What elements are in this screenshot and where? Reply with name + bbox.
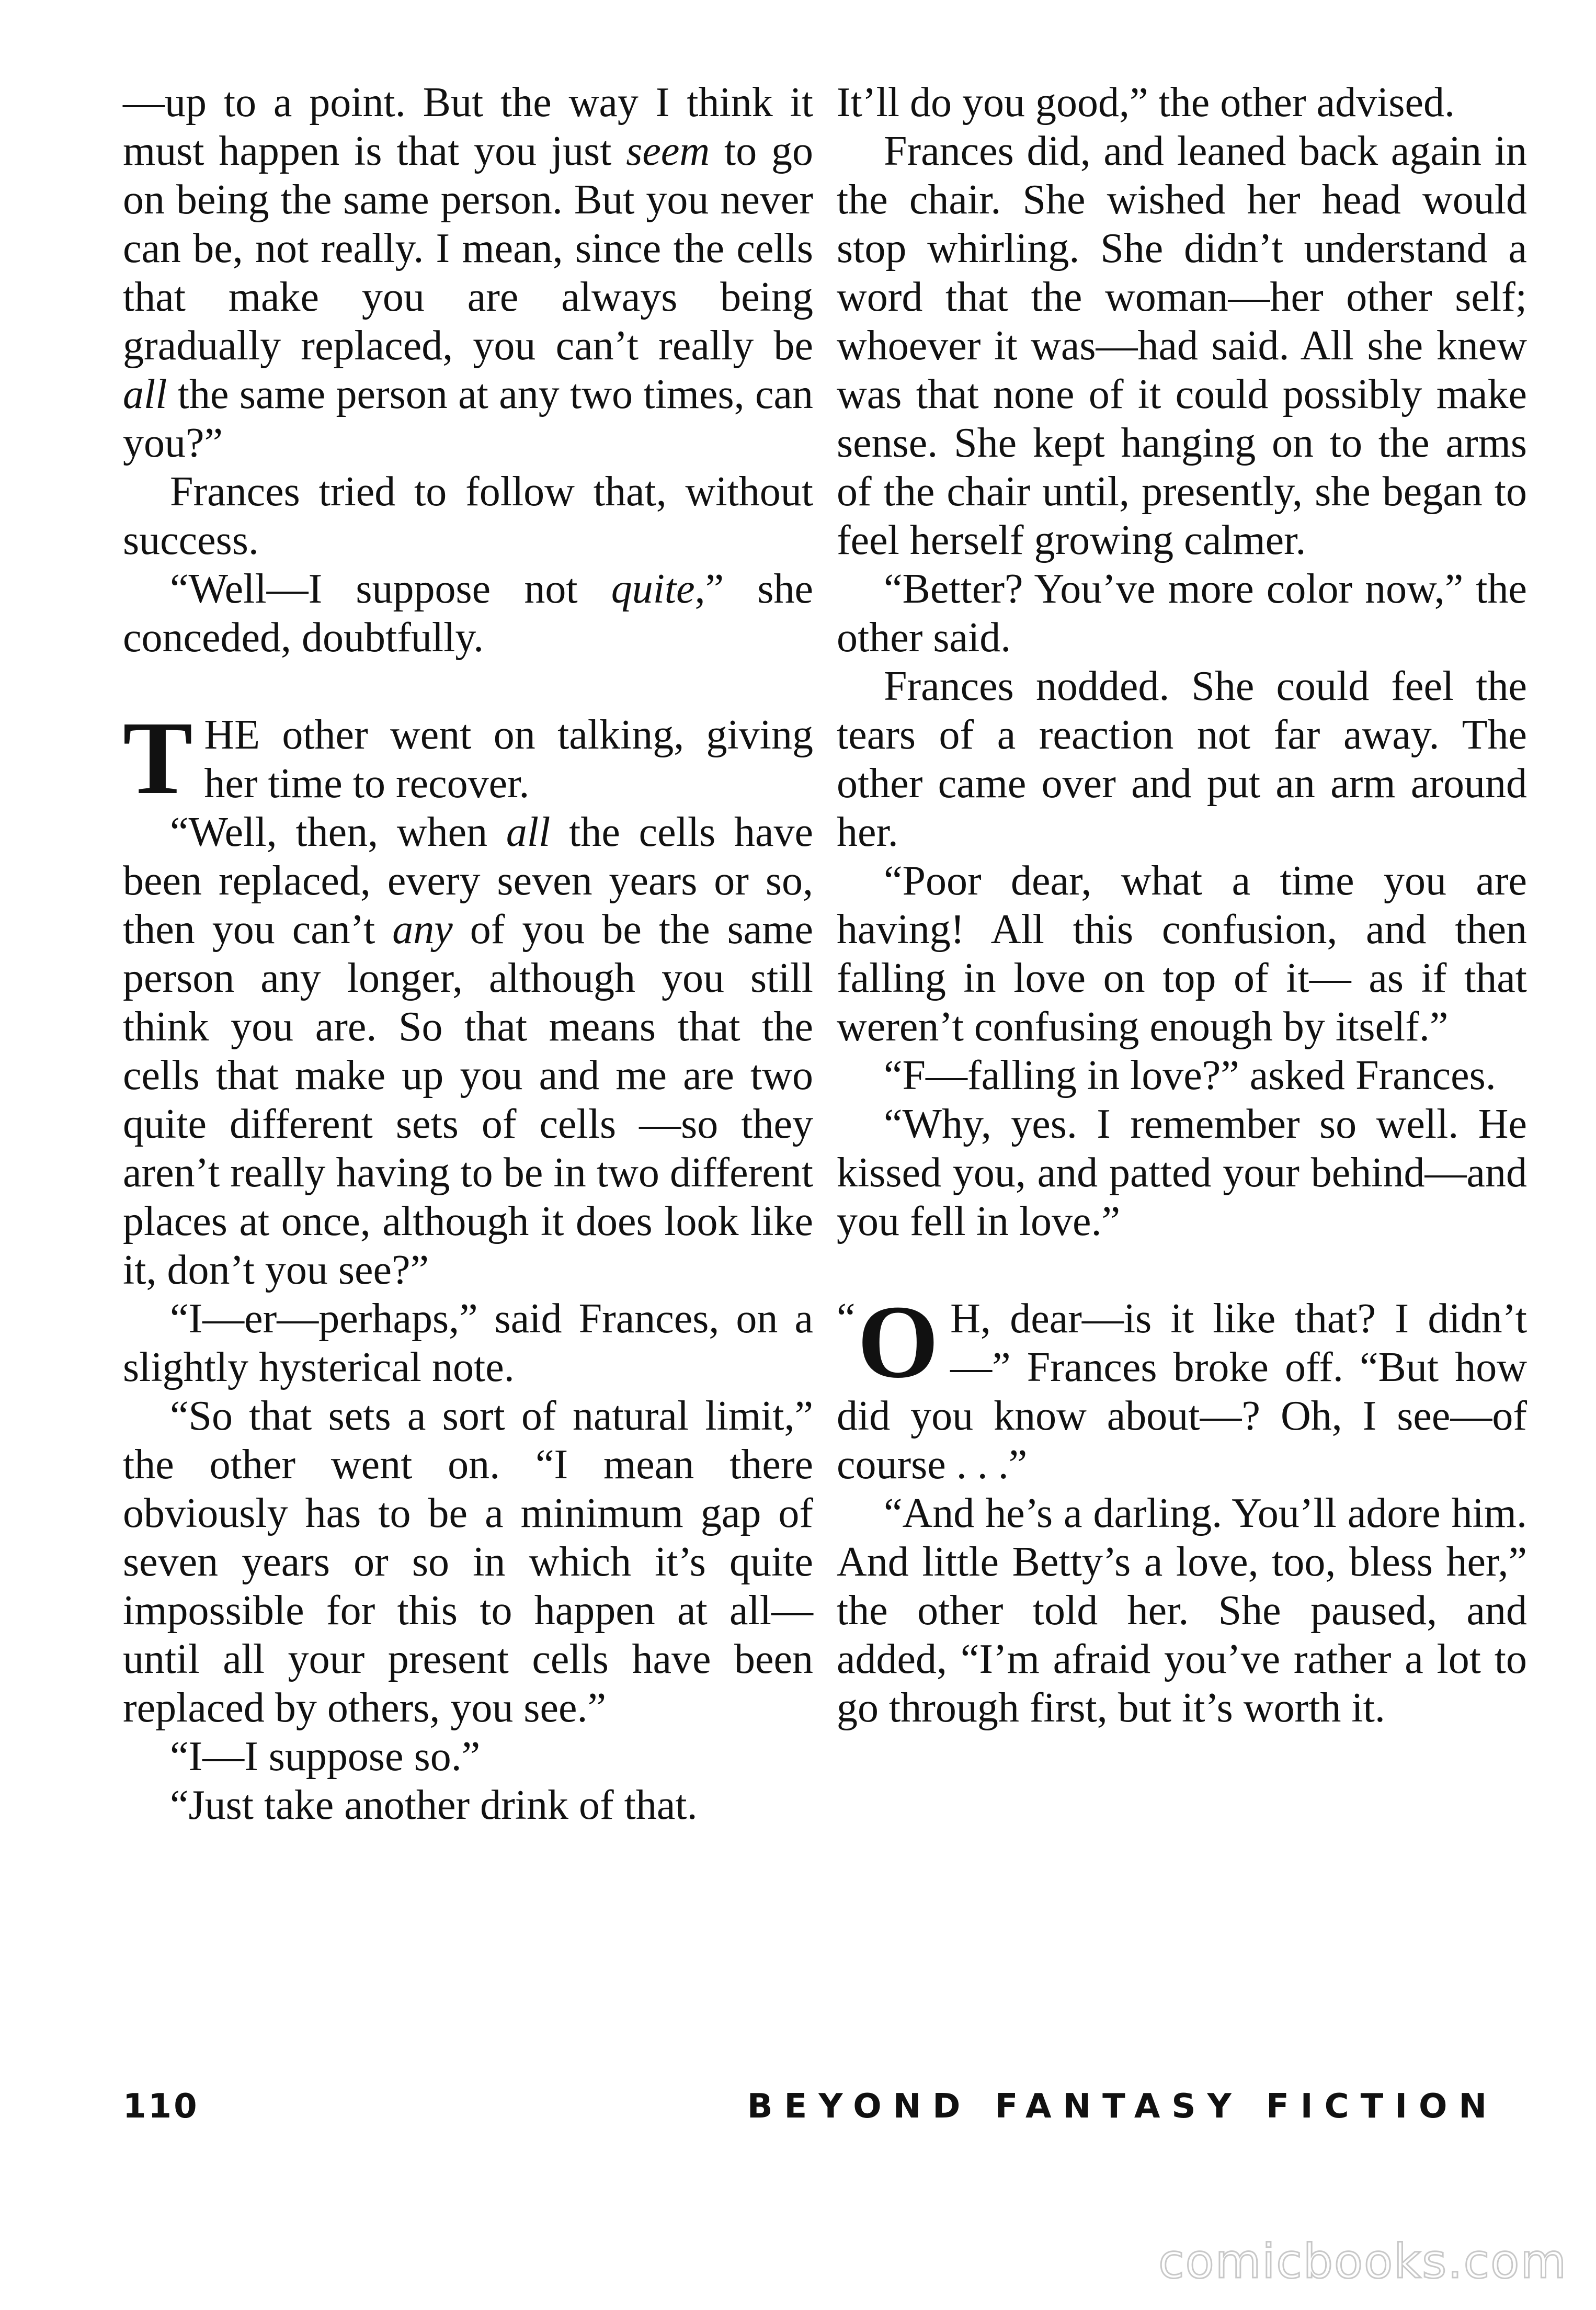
magazine-title: BEYOND FANTASY FICTION (747, 2087, 1498, 2126)
paragraph: Frances did, and leaned back again in the chair. She wished her head would stop whirling. She didn’t understand a word that the woman—her other self; whoever it was—had said. All she knew was that none of it could possibly make sense. She kept hanging on to the arms of the chair until, presently, she began to feel herself growing calmer. (837, 128, 1527, 563)
paragraph: “Well—I suppose not quite,” she conceded, doubtfully. (123, 566, 813, 661)
left-column (123, 78, 813, 1830)
paragraph: It’ll do you good,” the other advised. (837, 80, 1455, 126)
paragraph: “And he’s a darling. You’ll adore him. And little Betty’s a love, too, bless her,” the other told her. She paused, and added, “I’m afraid you’ve rather a lot to go through first, but it’s worth it. (837, 1490, 1527, 1731)
watermark: comicbooks.com (1158, 2234, 1567, 2289)
opening-quote: “ (837, 1295, 856, 1341)
page-number: 110 (123, 2087, 199, 2126)
paragraph: “I—er—perhaps,” said Frances, on a slightly hysterical note. (123, 1296, 813, 1390)
paragraph: “Better? You’ve more color now,” the other said. (837, 566, 1527, 661)
paragraph: Frances tried to follow that, without success. (123, 469, 813, 563)
right-column (837, 78, 1527, 1732)
paragraph: “So that sets a sort of natural limit,” the other went on. “I mean there obviously has to be a minimum gap of seven years or so in which it’s quite impossible for this to happen at all—until all your present cells have been replaced by others, you see.” (123, 1393, 813, 1731)
paragraph: “I—I suppose so.” (170, 1734, 481, 1780)
paragraph: “Poor dear, what a time you are having! All this confusion, and then falling in love on top of it— as if that weren’t confusing enough by itself.” (837, 858, 1527, 1050)
paragraph: Frances nodded. She could feel the tears of a reaction not far away. The other came over and put an arm around her. (837, 663, 1527, 855)
section-opening-paragraph: “ O H, dear—is it like that? I didn’t—” Frances broke off. “But how did you know about—? Oh, I see—of course . . .” (837, 1284, 1527, 1488)
paragraph: “Just take another drink of that. (170, 1782, 698, 1828)
paragraph: “F—falling in love?” asked Frances. (884, 1052, 1496, 1099)
drop-cap: O (857, 1284, 939, 1400)
section-opening-paragraph: THE other went on talking, giving her time to recover. (123, 700, 813, 816)
paragraph: —up to a point. But the way I think it must happen is that you just seem to go on being the same person. But you never can be, not really. I mean, since the cells that make you are always being gradually replaced, you can’t really be all the same person at any two times, can you?” (123, 80, 813, 466)
paragraph: “Well, then, when all the cells have been replaced, every seven years or so, then you can’t any of you be the same person any longer, although you still think you are. So that means that the cells that make up you and me are two quite different sets of cells —so they aren’t really having to be in two different places at once, although it does look like it, don’t you see?” (123, 809, 814, 1293)
paragraph: “Why, yes. I remember so well. He kissed you, and patted your behind—and you fell in love.” (837, 1101, 1527, 1244)
drop-cap: T (123, 700, 193, 816)
